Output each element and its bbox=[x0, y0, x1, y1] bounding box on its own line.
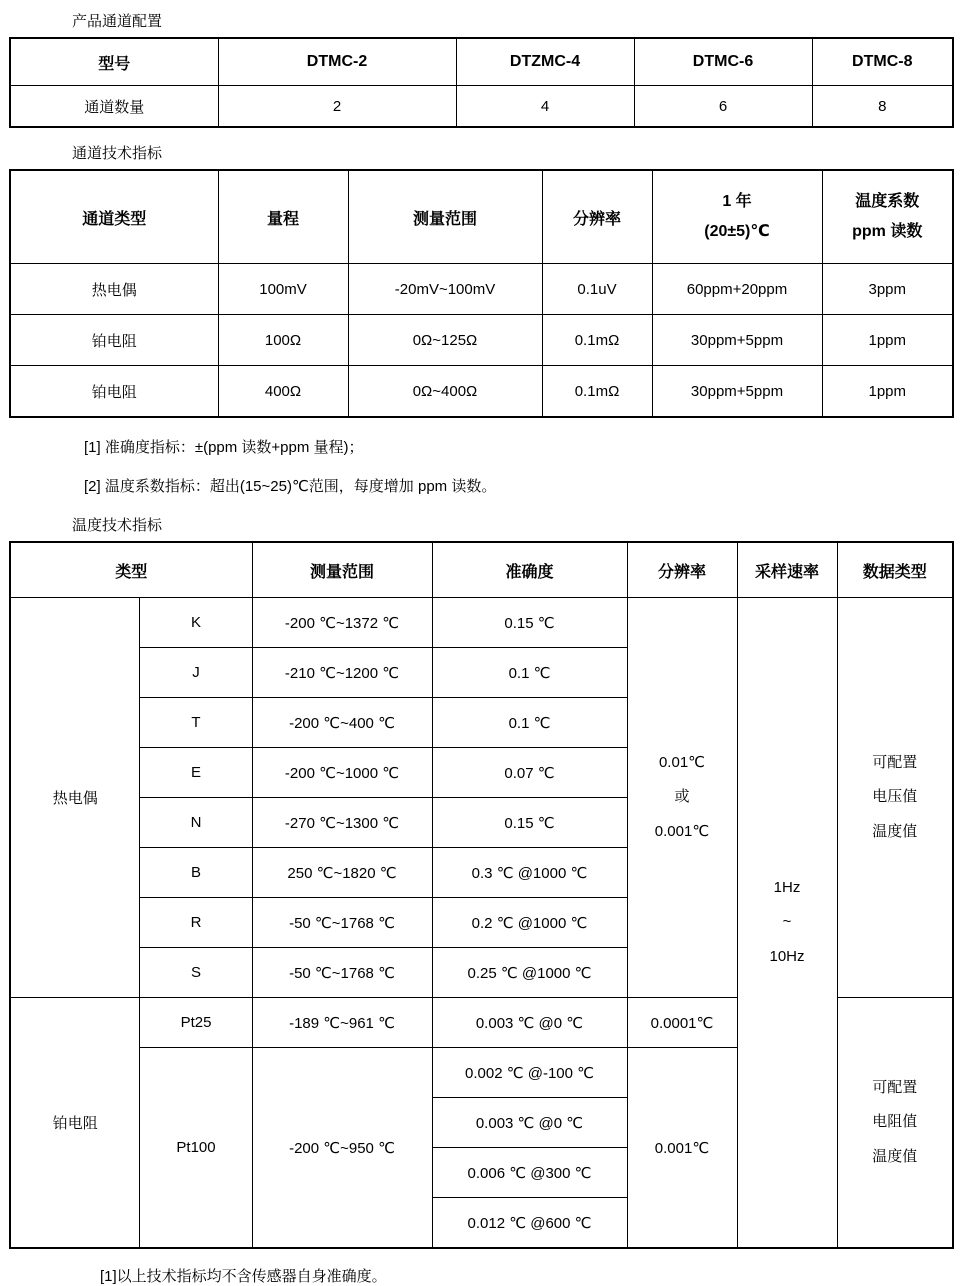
cell-accuracy-s: 0.25 ℃ @1000 ℃ bbox=[432, 948, 627, 998]
header-resolution: 分辨率 bbox=[627, 542, 737, 598]
table-channel-config bbox=[9, 37, 954, 128]
table-row bbox=[10, 598, 953, 648]
cell-thermocouple-label: 热电偶 bbox=[10, 598, 140, 998]
section2-notes bbox=[0, 436, 963, 496]
table-row bbox=[10, 315, 953, 366]
cell-one-year: 30ppm+5ppm bbox=[652, 366, 822, 418]
cell-type: 铂电阻 bbox=[10, 366, 218, 418]
cell-resolution-pt25: 0.0001℃ bbox=[627, 998, 737, 1048]
cell-accuracy-pt100-2: 0.003 ℃ @0 ℃ bbox=[432, 1098, 627, 1148]
cell-sensor-n: N bbox=[140, 798, 252, 848]
header-range: 量程 bbox=[218, 170, 348, 264]
footer-note: [1]以上技术指标均不含传感器自身准确度。 bbox=[100, 1268, 387, 1285]
cell-resolution: 0.1uV bbox=[542, 264, 652, 315]
document-page bbox=[0, 10, 963, 1286]
section3-caption: 温度技术指标 bbox=[72, 517, 163, 534]
cell-resolution: 0.1mΩ bbox=[542, 366, 652, 418]
resolution-line3: 0.001℃ bbox=[654, 822, 710, 840]
cell-accuracy-pt100-3: 0.006 ℃ @300 ℃ bbox=[432, 1148, 627, 1198]
header-sample-rate: 采样速率 bbox=[737, 542, 837, 598]
cell-range: 100Ω bbox=[218, 315, 348, 366]
data-type-line3: 温度值 bbox=[872, 1147, 918, 1165]
cell-range-n: -270 ℃~1300 ℃ bbox=[252, 798, 432, 848]
cell-sensor-pt25: Pt25 bbox=[140, 998, 252, 1048]
cell-range: 100mV bbox=[218, 264, 348, 315]
cell-range-b: 250 ℃~1820 ℃ bbox=[252, 848, 432, 898]
cell-resolution-pt100: 0.001℃ bbox=[627, 1048, 737, 1249]
cell-accuracy-pt25: 0.003 ℃ @0 ℃ bbox=[432, 998, 627, 1048]
header-dtmc8: DTMC-8 bbox=[812, 38, 953, 86]
cell-channel-count-dtmc6: 6 bbox=[634, 86, 812, 128]
cell-sensor-t: T bbox=[140, 698, 252, 748]
cell-accuracy-b: 0.3 ℃ @1000 ℃ bbox=[432, 848, 627, 898]
header-temp-coefficient bbox=[822, 170, 953, 264]
table-row bbox=[10, 38, 953, 86]
cell-accuracy-t: 0.1 ℃ bbox=[432, 698, 627, 748]
cell-measure-range: 0Ω~125Ω bbox=[348, 315, 542, 366]
table-row bbox=[10, 264, 953, 315]
table-row bbox=[10, 366, 953, 418]
cell-range-k: -200 ℃~1372 ℃ bbox=[252, 598, 432, 648]
cell-sensor-j: J bbox=[140, 648, 252, 698]
data-type-line3: 温度值 bbox=[872, 822, 918, 840]
data-type-line2: 电阻值 bbox=[872, 1113, 918, 1131]
cell-range-j: -210 ℃~1200 ℃ bbox=[252, 648, 432, 698]
cell-range-s: -50 ℃~1768 ℃ bbox=[252, 948, 432, 998]
table-row bbox=[10, 170, 953, 264]
header-channel-type: 通道类型 bbox=[10, 170, 218, 264]
section1-caption: 产品通道配置 bbox=[72, 13, 163, 30]
cell-temp-coefficient: 1ppm bbox=[822, 315, 953, 366]
cell-one-year: 60ppm+20ppm bbox=[652, 264, 822, 315]
header-dtzmc4: DTZMC-4 bbox=[456, 38, 634, 86]
row-label-channel-count: 通道数量 bbox=[10, 86, 218, 128]
header-accuracy: 准确度 bbox=[432, 542, 627, 598]
cell-range-pt25: -189 ℃~961 ℃ bbox=[252, 998, 432, 1048]
cell-range-pt100: -200 ℃~950 ℃ bbox=[252, 1048, 432, 1249]
data-type-line1: 可配置 bbox=[872, 753, 918, 771]
cell-temp-coefficient: 3ppm bbox=[822, 264, 953, 315]
cell-sensor-e: E bbox=[140, 748, 252, 798]
data-type-line2: 电压值 bbox=[872, 788, 918, 806]
header-temp-coefficient-line2: ppm 读数 bbox=[852, 223, 923, 240]
cell-channel-count-dtmc8: 8 bbox=[812, 86, 953, 128]
note-2: [2] 温度系数指标：超出(15~25)℃范围，每度增加 ppm 读数。 bbox=[84, 478, 497, 495]
header-one-year bbox=[652, 170, 822, 264]
header-measure-range: 测量范围 bbox=[252, 542, 432, 598]
cell-measure-range: -20mV~100mV bbox=[348, 264, 542, 315]
cell-range-e: -200 ℃~1000 ℃ bbox=[252, 748, 432, 798]
table-temperature-spec bbox=[9, 541, 954, 1249]
header-data-type: 数据类型 bbox=[837, 542, 953, 598]
table-row bbox=[10, 542, 953, 598]
resolution-line1: 0.01℃ bbox=[658, 753, 706, 771]
cell-sample-rate bbox=[737, 598, 837, 1249]
cell-accuracy-r: 0.2 ℃ @1000 ℃ bbox=[432, 898, 627, 948]
section2-caption: 通道技术指标 bbox=[72, 145, 163, 162]
sample-rate-line1: 1Hz bbox=[773, 878, 801, 896]
header-one-year-line1: 1 年 bbox=[722, 192, 752, 210]
data-type-line1: 可配置 bbox=[872, 1078, 918, 1096]
header-one-year-line2: (20±5)℃ bbox=[704, 223, 770, 240]
cell-sensor-k: K bbox=[140, 598, 252, 648]
cell-channel-count-dtzmc4: 4 bbox=[456, 86, 634, 128]
table-row bbox=[10, 86, 953, 128]
sample-rate-line3: 10Hz bbox=[769, 947, 805, 965]
cell-one-year: 30ppm+5ppm bbox=[652, 315, 822, 366]
cell-measure-range: 0Ω~400Ω bbox=[348, 366, 542, 418]
cell-thermocouple-data-type bbox=[837, 598, 953, 998]
cell-range: 400Ω bbox=[218, 366, 348, 418]
cell-range-t: -200 ℃~400 ℃ bbox=[252, 698, 432, 748]
header-measure-range: 测量范围 bbox=[348, 170, 542, 264]
resolution-line2: 或 bbox=[674, 788, 690, 806]
header-type: 类型 bbox=[10, 542, 252, 598]
cell-accuracy-n: 0.15 ℃ bbox=[432, 798, 627, 848]
header-resolution: 分辨率 bbox=[542, 170, 652, 264]
cell-accuracy-j: 0.1 ℃ bbox=[432, 648, 627, 698]
cell-thermocouple-resolution bbox=[627, 598, 737, 998]
cell-accuracy-k: 0.15 ℃ bbox=[432, 598, 627, 648]
header-dtmc6: DTMC-6 bbox=[634, 38, 812, 86]
note-1: [1] 准确度指标：±(ppm 读数+ppm 量程)； bbox=[84, 439, 364, 456]
cell-accuracy-pt100-4: 0.012 ℃ @600 ℃ bbox=[432, 1198, 627, 1249]
sample-rate-line2: ~ bbox=[782, 913, 792, 931]
cell-channel-count-dtmc2: 2 bbox=[218, 86, 456, 128]
cell-rtd-label: 铂电阻 bbox=[10, 998, 140, 1249]
cell-temp-coefficient: 1ppm bbox=[822, 366, 953, 418]
cell-type: 铂电阻 bbox=[10, 315, 218, 366]
cell-sensor-pt100: Pt100 bbox=[140, 1048, 252, 1249]
header-model: 型号 bbox=[10, 38, 218, 86]
cell-accuracy-pt100-1: 0.002 ℃ @-100 ℃ bbox=[432, 1048, 627, 1098]
cell-type: 热电偶 bbox=[10, 264, 218, 315]
cell-accuracy-e: 0.07 ℃ bbox=[432, 748, 627, 798]
cell-sensor-s: S bbox=[140, 948, 252, 998]
cell-sensor-r: R bbox=[140, 898, 252, 948]
header-dtmc2: DTMC-2 bbox=[218, 38, 456, 86]
cell-range-r: -50 ℃~1768 ℃ bbox=[252, 898, 432, 948]
cell-rtd-data-type bbox=[837, 998, 953, 1249]
cell-sensor-b: B bbox=[140, 848, 252, 898]
header-temp-coefficient-line1: 温度系数 bbox=[855, 192, 920, 210]
cell-resolution: 0.1mΩ bbox=[542, 315, 652, 366]
table-channel-spec bbox=[9, 169, 954, 418]
